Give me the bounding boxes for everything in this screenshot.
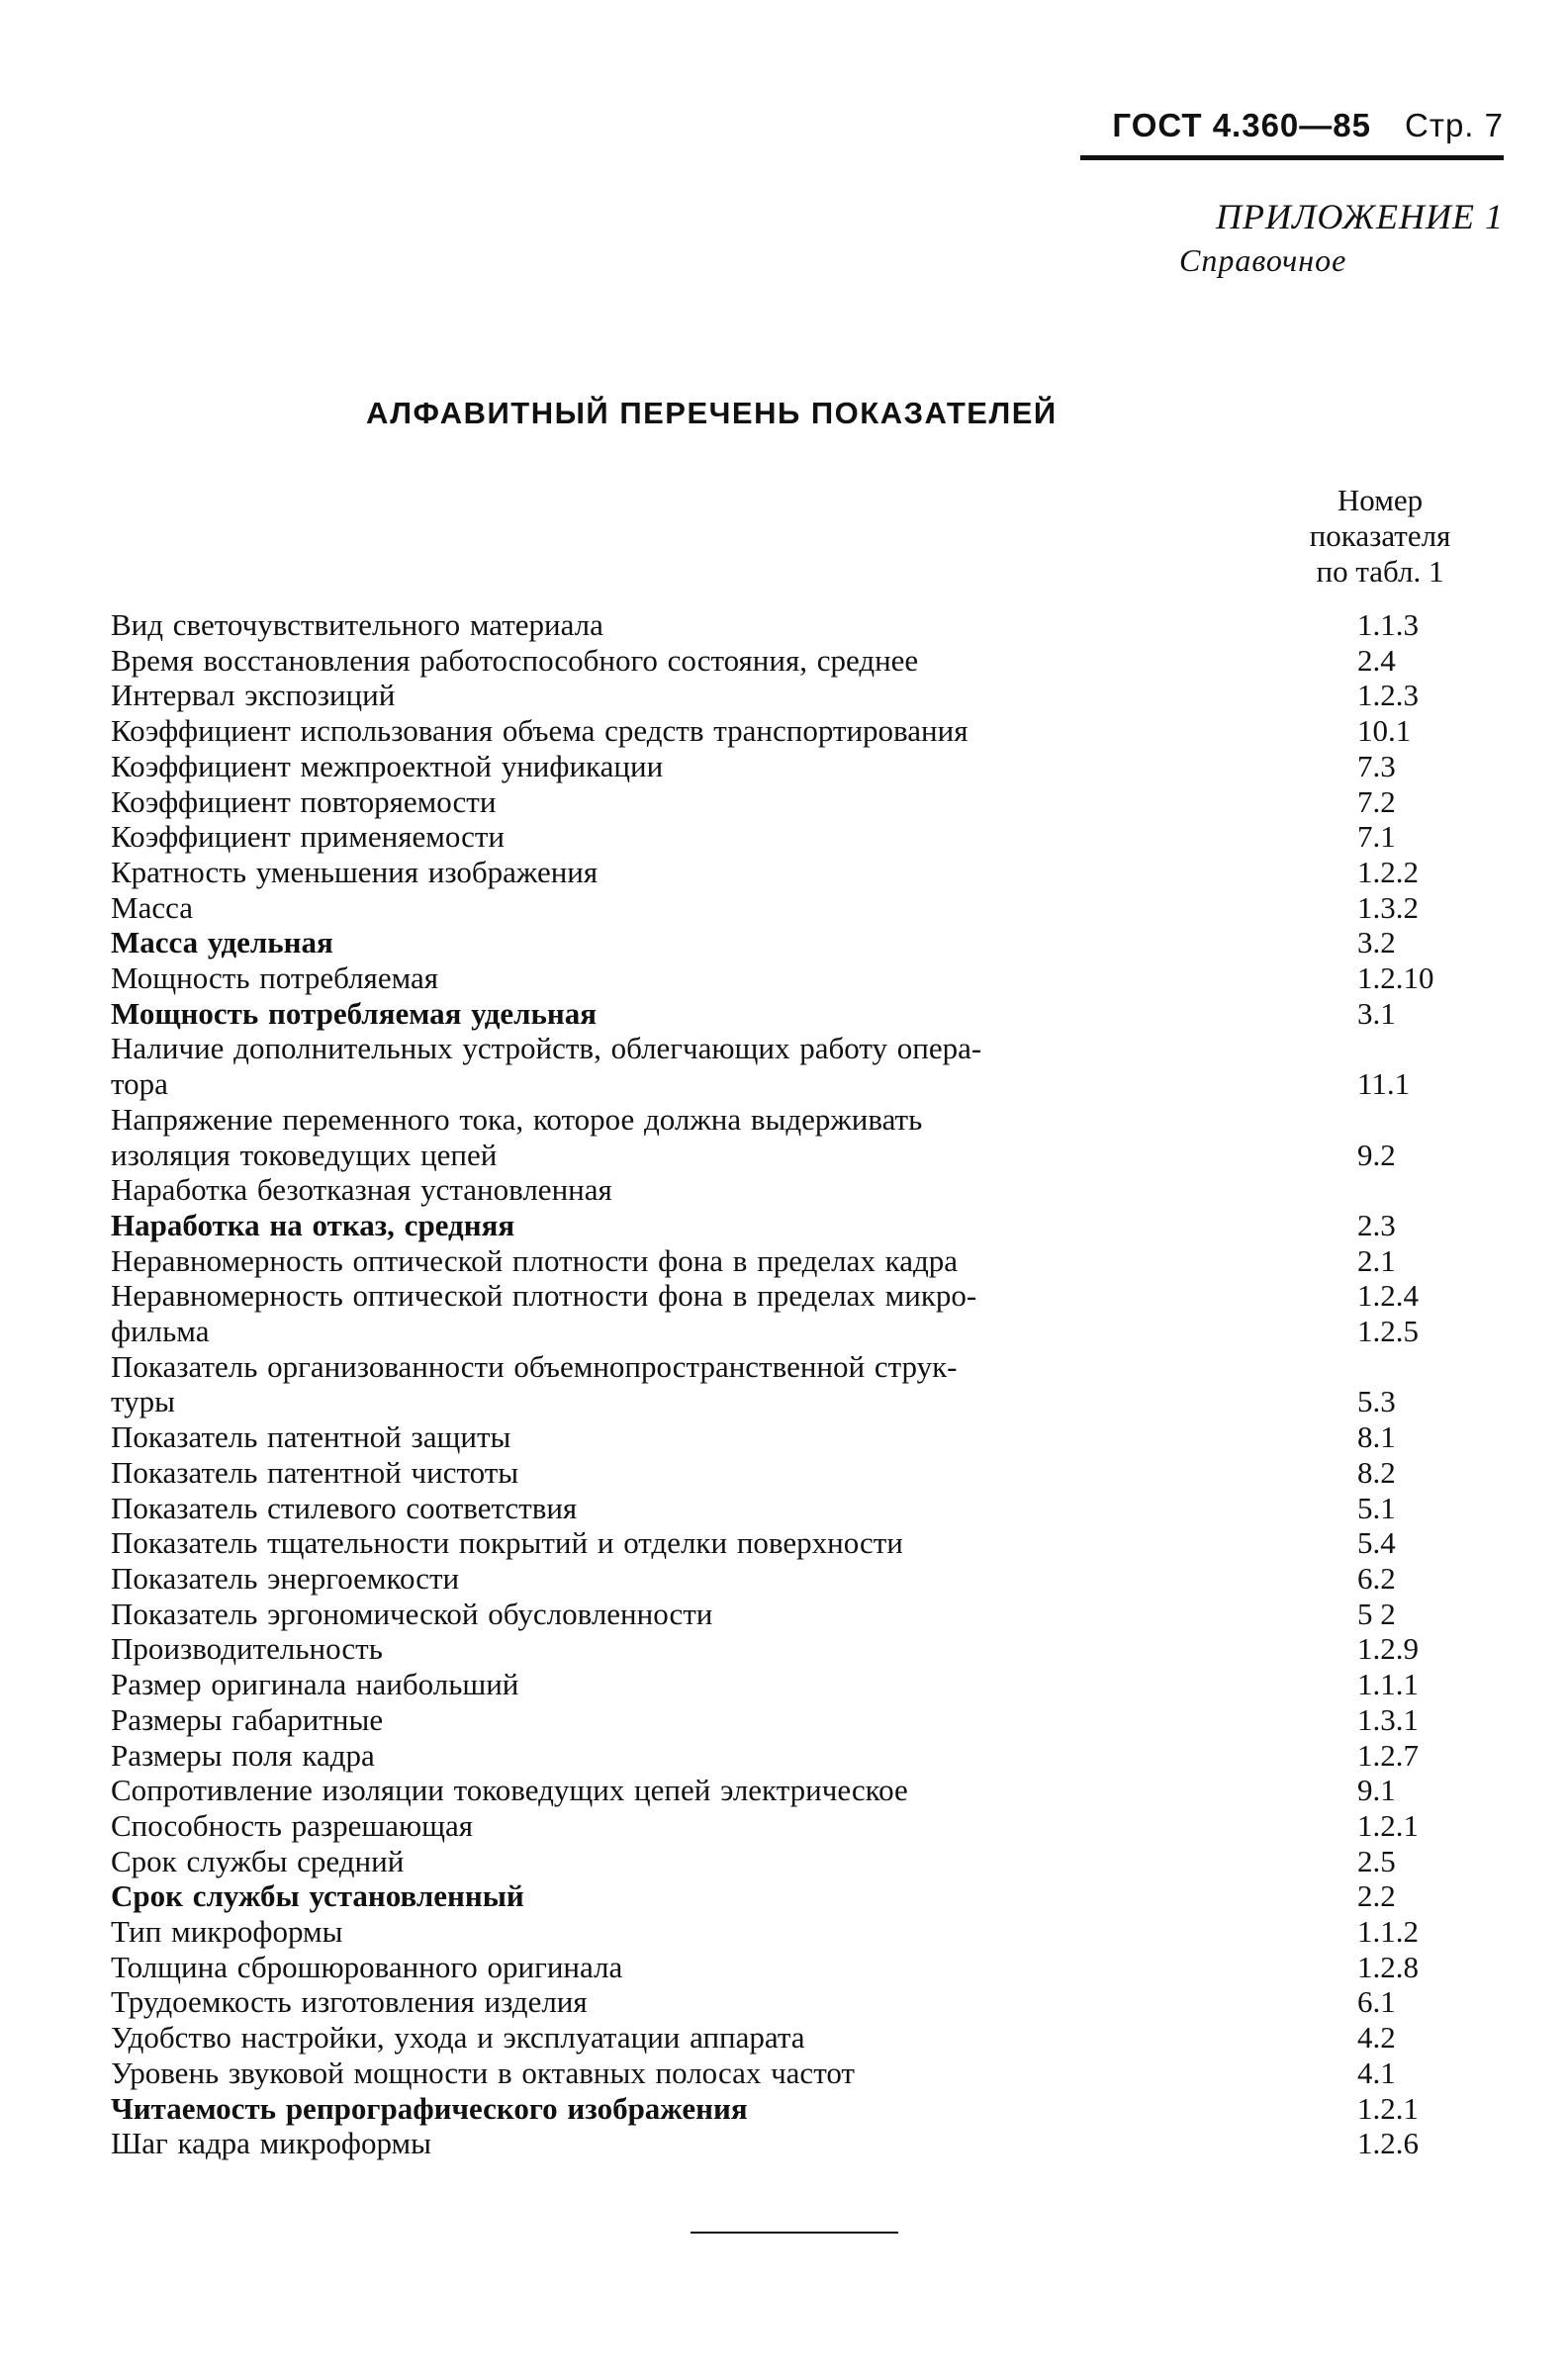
list-item [111, 643, 1506, 679]
indicator-number: 9.1 [1357, 1773, 1396, 1808]
list-item [111, 1349, 1506, 1385]
list-item [111, 1702, 1506, 1738]
indicator-number: 2.5 [1357, 1843, 1396, 1878]
list-item [111, 2091, 1506, 2127]
list-item [111, 1808, 1506, 1844]
indicator-number: 8.1 [1357, 1419, 1396, 1455]
list-item [111, 2056, 1506, 2091]
indicator-number: 2.1 [1357, 1242, 1396, 1278]
list-item [111, 1844, 1506, 1879]
indicator-name: Показатель патентной защиты [111, 1419, 511, 1455]
page-number: Стр. 7 [1405, 107, 1504, 143]
list-item [111, 819, 1506, 855]
column-header-line-1: Номер [1337, 483, 1424, 517]
indicator-name: Наличие дополнительных устройств, облегчающих работу опера- [111, 1031, 982, 1066]
indicator-name: Коэффициент повторяемости [111, 783, 497, 819]
indicator-name: Неравномерность оптической плотности фона в пределах микро- [111, 1278, 977, 1314]
indicator-number: 5.4 [1357, 1525, 1396, 1561]
indicator-name: Показатель патентной чистоты [111, 1454, 519, 1490]
indicator-name: Сопротивление изоляции токоведущих цепей электрическое [111, 1773, 908, 1808]
indicator-number: 9.2 [1357, 1137, 1396, 1172]
indicator-number: 4.2 [1357, 2020, 1396, 2056]
list-item [111, 1278, 1506, 1314]
indicator-number: 7.3 [1357, 748, 1396, 783]
indicator-number: 1.1.1 [1357, 1667, 1419, 1702]
indicator-name: Время восстановления работоспособного состояния, среднее [111, 642, 919, 678]
list-item [111, 1455, 1506, 1491]
list-item [111, 1525, 1506, 1561]
indicator-name: Мощность потребляемая удельная [111, 995, 598, 1031]
indicator-number: 4.1 [1357, 2055, 1396, 2090]
list-item [111, 1031, 1506, 1066]
indicator-name: Мощность потребляемая [111, 960, 438, 996]
list-item [111, 2020, 1506, 2056]
indicator-name: Читаемость репрографического изображения [111, 2090, 748, 2126]
list-item [111, 1984, 1506, 2020]
list-item [111, 1419, 1506, 1455]
indicator-name: Толщина сброшюрованного оригинала [111, 1949, 623, 1984]
indicator-name: Масса [111, 889, 193, 925]
indicator-number: 1.2.1 [1357, 1807, 1419, 1843]
indicator-name: Шаг кадра микроформы [111, 2126, 431, 2161]
list-item [111, 1384, 1506, 1419]
indicator-name: Уровень звуковой мощности в октавных полосах частот [111, 2055, 855, 2090]
list-item [111, 1738, 1506, 1774]
header-rule [1080, 155, 1504, 160]
column-header-line-2: показателя [1309, 518, 1451, 553]
indicator-name: тора [111, 1066, 168, 1102]
list-item [111, 1066, 1506, 1102]
indicator-number: 5 2 [1357, 1596, 1396, 1631]
indicator-name: Показатель тщательности покрытий и отделки поверхности [111, 1525, 903, 1561]
indicator-name: туры [111, 1384, 175, 1419]
indicator-number: 2.4 [1357, 642, 1396, 678]
indicator-name: Удобство настройки, ухода и эксплуатации аппарата [111, 2020, 805, 2056]
indicator-number: 1.2.1 [1357, 2090, 1419, 2126]
list-item [111, 1243, 1506, 1279]
list-item [111, 1314, 1506, 1349]
indicator-number: 1.2.4 [1357, 1278, 1419, 1314]
indicator-number: 1.2.7 [1357, 1737, 1419, 1773]
indicator-name: Размеры габаритные [111, 1701, 384, 1737]
indicator-number: 1.1.3 [1357, 607, 1419, 642]
indicator-number: 3.1 [1357, 995, 1396, 1031]
indicator-name: Неравномерность оптической плотности фона в пределах кадра [111, 1242, 959, 1278]
list-item [111, 960, 1506, 996]
indicator-name: Наработка на отказ, средняя [111, 1207, 515, 1242]
indicator-number: 8.2 [1357, 1454, 1396, 1490]
list-item [111, 1561, 1506, 1597]
indicator-name: Показатель стилевого соответствия [111, 1490, 578, 1525]
page-header [1068, 107, 1504, 144]
indicator-name: Размеры поля кадра [111, 1737, 375, 1773]
indicator-name: Кратность уменьшения изображения [111, 854, 599, 889]
appendix-label: ПРИЛОЖЕНИЕ 1 [1216, 197, 1504, 236]
list-item [111, 1491, 1506, 1526]
indicator-name: фильма [111, 1314, 210, 1349]
indicator-name: Срок службы средний [111, 1843, 405, 1878]
indicator-name: изоляция токоведущих цепей [111, 1137, 498, 1172]
column-header [1266, 483, 1494, 590]
list-item [111, 2126, 1506, 2161]
appendix-kind-text: Справочное [1179, 242, 1347, 278]
indicator-number: 1.2.2 [1357, 854, 1419, 889]
column-header-line-3: по табл. 1 [1316, 554, 1444, 589]
indicator-name: Показатель энергоемкости [111, 1560, 460, 1596]
indicator-number: 2.3 [1357, 1207, 1396, 1242]
indicator-number: 1.1.2 [1357, 1914, 1419, 1950]
indicator-number: 1.2.8 [1357, 1949, 1419, 1984]
indicator-name: Показатель организованности объемнопространственной струк- [111, 1348, 958, 1384]
indicator-name: Вид светочувствительного материала [111, 607, 603, 642]
indicator-name: Коэффициент межпроектной унификации [111, 748, 664, 783]
indicator-number: 6.2 [1357, 1560, 1396, 1596]
indicator-number: 1.2.3 [1357, 678, 1419, 713]
standard-number: ГОСТ 4.360—85 [1112, 107, 1371, 143]
indicator-number: 1.3.2 [1357, 889, 1419, 925]
list-item [111, 1950, 1506, 1985]
indicator-number: 2.2 [1357, 1878, 1396, 1914]
indicator-number: 3.2 [1357, 925, 1396, 960]
document-title: АЛФАВИТНЫЙ ПЕРЕЧЕНЬ ПОКАЗАТЕЛЕЙ [366, 396, 1058, 430]
list-item [111, 1208, 1506, 1243]
indicator-number: 5.3 [1357, 1384, 1396, 1419]
list-item [111, 1914, 1506, 1950]
appendix-kind [1088, 242, 1444, 279]
list-item [111, 1172, 1506, 1208]
indicator-list [111, 607, 1506, 2161]
indicator-number: 1.2.5 [1357, 1314, 1419, 1349]
indicator-number: 5.1 [1357, 1490, 1396, 1525]
list-item [111, 890, 1506, 926]
list-item [111, 1102, 1506, 1138]
indicator-number: 10.1 [1357, 713, 1412, 749]
indicator-name: Коэффициент применяемости [111, 819, 505, 855]
indicator-name: Размер оригинала наибольший [111, 1667, 519, 1702]
indicator-name: Трудоемкость изготовления изделия [111, 1984, 588, 2020]
footer-rule [691, 2232, 898, 2234]
list-item [111, 925, 1506, 960]
indicator-number: 1.2.10 [1357, 960, 1434, 996]
indicator-name: Коэффициент использования объема средств транспортирования [111, 713, 968, 749]
list-item [111, 784, 1506, 820]
list-item [111, 1667, 1506, 1702]
list-item [111, 749, 1506, 784]
indicator-name: Тип микроформы [111, 1914, 343, 1950]
indicator-name: Способность разрешающая [111, 1807, 474, 1843]
indicator-name: Срок службы установленный [111, 1878, 524, 1914]
list-item [111, 1597, 1506, 1632]
indicator-name: Напряжение переменного тока, которое должна выдерживать [111, 1101, 923, 1137]
indicator-number: 1.2.9 [1357, 1631, 1419, 1667]
indicator-number: 7.2 [1357, 783, 1396, 819]
indicator-name: Производительность [111, 1631, 383, 1667]
list-item [111, 996, 1506, 1032]
indicator-number: 7.1 [1357, 819, 1396, 855]
indicator-name: Показатель эргономической обусловленности [111, 1596, 713, 1631]
indicator-name: Интервал экспозиций [111, 678, 396, 713]
list-item [111, 1773, 1506, 1808]
list-item [111, 713, 1506, 749]
indicator-number: 11.1 [1357, 1066, 1411, 1102]
list-item [111, 607, 1506, 643]
indicator-number: 1.2.6 [1357, 2126, 1419, 2161]
list-item [111, 855, 1506, 890]
list-item [111, 678, 1506, 713]
indicator-name: Наработка безотказная установленная [111, 1172, 612, 1208]
list-item [111, 1631, 1506, 1667]
indicator-name: Масса удельная [111, 925, 333, 960]
list-item [111, 1138, 1506, 1173]
indicator-number: 1.3.1 [1357, 1701, 1419, 1737]
list-item [111, 1878, 1506, 1914]
indicator-number: 6.1 [1357, 1984, 1396, 2020]
